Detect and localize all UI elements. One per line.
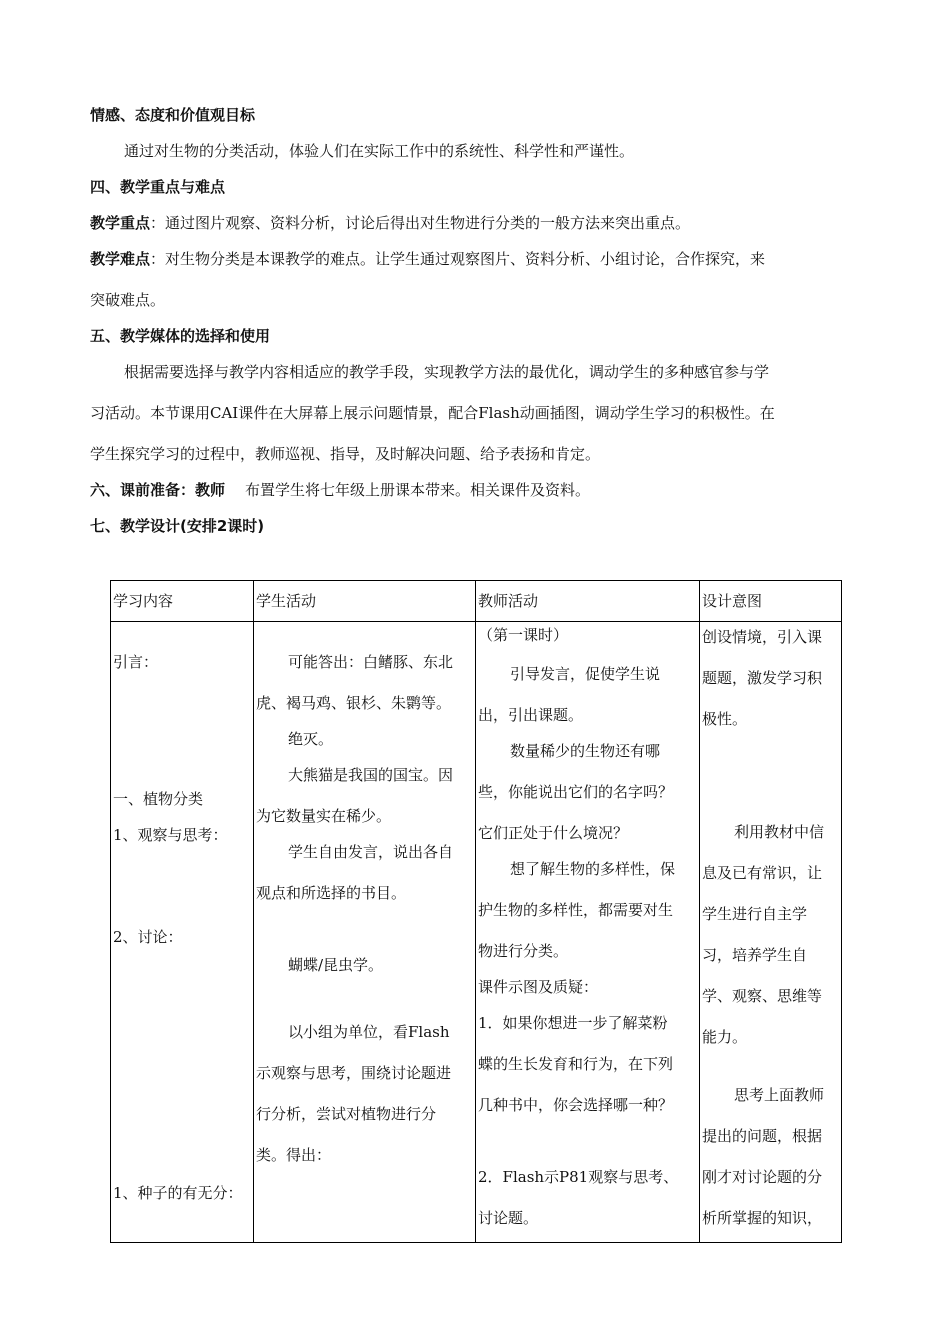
teacher-line: 2．Flash示P81观察与思考、 [478, 1168, 679, 1186]
teacher-line: 物进行分类。 [478, 942, 569, 960]
student-line: 为它数量实在稀少。 [256, 807, 392, 825]
intent-line: 创设情境，引入课 [702, 628, 823, 646]
content-item: 一、植物分类 [113, 790, 204, 808]
section-seven-heading: 七、教学设计(安排2课时) [90, 517, 265, 535]
teacher-line: 护生物的多样性，都需要对生 [478, 901, 674, 919]
teacher-line: 课件示图及质疑： [478, 978, 599, 996]
teacher-line: 出，引出课题。 [478, 706, 584, 724]
student-line: 行分析，尝试对植物进行分 [256, 1105, 437, 1123]
section-six-heading: 六、课前准备：教师 [90, 481, 226, 499]
content-item: 1、种子的有无分： [113, 1184, 243, 1202]
teacher-line: 蝶的生长发育和行为，在下列 [478, 1055, 674, 1073]
content-cell [111, 622, 254, 1243]
section-four-heading: 四、教学重点与难点 [90, 178, 226, 196]
teacher-line: 数量稀少的生物还有哪 [510, 742, 661, 760]
student-line: 类。得出： [256, 1146, 332, 1164]
key-point-label: 教学重点 [90, 214, 151, 232]
lesson-plan-table [110, 580, 842, 1243]
header-learning-content: 学习内容 [111, 581, 254, 622]
section-five-line: 习活动。本节课用CAI课件在大屏幕上展示问题情景，配合Flash动画插图，调动学生学习的积极性。在 [90, 404, 775, 422]
header-teacher-activity: 教师活动 [476, 581, 700, 622]
student-line: 可能答出：白鳍豚、东北 [288, 653, 454, 671]
student-cell [254, 622, 476, 1243]
student-line: 示观察与思考，围绕讨论题进 [256, 1064, 452, 1082]
section-six-line [90, 479, 590, 500]
intent-line: 能力。 [702, 1028, 748, 1046]
header-student-activity: 学生活动 [254, 581, 476, 622]
teacher-line: 1．如果你想进一步了解菜粉 [478, 1014, 668, 1032]
section-five-line: 根据需要选择与教学内容相适应的教学手段，实现教学方法的最优化，调动学生的多种感官参与学 [124, 363, 770, 381]
intent-line: 息及已有常识，让 [702, 864, 823, 882]
student-line: 蝴蝶/昆虫学。 [288, 956, 384, 974]
teacher-cell [476, 622, 700, 1243]
difficult-point-label: 教学难点 [90, 250, 151, 268]
content-item: 2、讨论： [113, 928, 183, 946]
intent-line: 极性。 [702, 710, 748, 728]
section-six-text: 布置学生将七年级上册课本带来。相关课件及资料。 [245, 481, 591, 499]
section-emotion-heading: 情感、态度和价值观目标 [90, 106, 256, 124]
section-five-line: 学生探究学习的过程中，教师巡视、指导，及时解决问题、给予表扬和肯定。 [90, 445, 601, 463]
teacher-line: 些，你能说出它们的名字吗？ [478, 783, 674, 801]
intent-line: 习，培养学生自 [702, 946, 808, 964]
difficult-point-text: ：对生物分类是本课教学的难点。让学生通过观察图片、资料分析、小组讨论，合作探究，来 [150, 250, 766, 268]
teacher-line: 几种书中，你会选择哪一种？ [478, 1096, 674, 1114]
intent-line: 学、观察、思维等 [702, 987, 823, 1005]
key-point-text: ：通过图片观察、资料分析，讨论后得出对生物进行分类的一般方法来突出重点。 [150, 214, 691, 232]
teacher-line: （第一课时） [478, 626, 569, 644]
difficult-point-line [90, 248, 765, 269]
teacher-line: 它们正处于什么境况？ [478, 824, 629, 842]
student-line: 以小组为单位，看Flash [288, 1023, 450, 1041]
student-line: 虎、褐马鸡、银杉、朱鹮等。 [256, 694, 452, 712]
key-point-line [90, 212, 690, 233]
table-row [111, 622, 842, 1243]
student-line: 大熊猫是我国的国宝。因 [288, 766, 454, 784]
student-line: 观点和所选择的书目。 [256, 884, 407, 902]
section-emotion-text: 通过对生物的分类活动，体验人们在实际工作中的系统性、科学性和严谨性。 [124, 142, 635, 160]
student-line: 学生自由发言，说出各自 [288, 843, 454, 861]
content-item: 1、观察与思考： [113, 826, 228, 844]
student-line: 绝灭。 [288, 730, 334, 748]
intent-line: 题题，激发学习积 [702, 669, 823, 687]
header-design-intent: 设计意图 [700, 581, 842, 622]
difficult-point-text-cont: 突破难点。 [90, 291, 166, 309]
intent-line: 提出的问题，根据 [702, 1127, 823, 1145]
section-five-heading: 五、教学媒体的选择和使用 [90, 327, 271, 345]
content-item: 引言： [113, 653, 159, 671]
intent-line: 利用教材中信 [734, 823, 825, 841]
intent-cell [700, 622, 842, 1243]
intent-line: 析所掌握的知识， [702, 1209, 823, 1227]
intent-line: 思考上面教师 [734, 1086, 825, 1104]
intent-line: 刚才对讨论题的分 [702, 1168, 823, 1186]
teacher-line: 引导发言，促使学生说 [510, 665, 661, 683]
intent-line: 学生进行自主学 [702, 905, 808, 923]
teacher-line: 想了解生物的多样性，保 [510, 860, 676, 878]
teacher-line: 讨论题。 [478, 1209, 539, 1227]
table-header-row [111, 581, 842, 622]
